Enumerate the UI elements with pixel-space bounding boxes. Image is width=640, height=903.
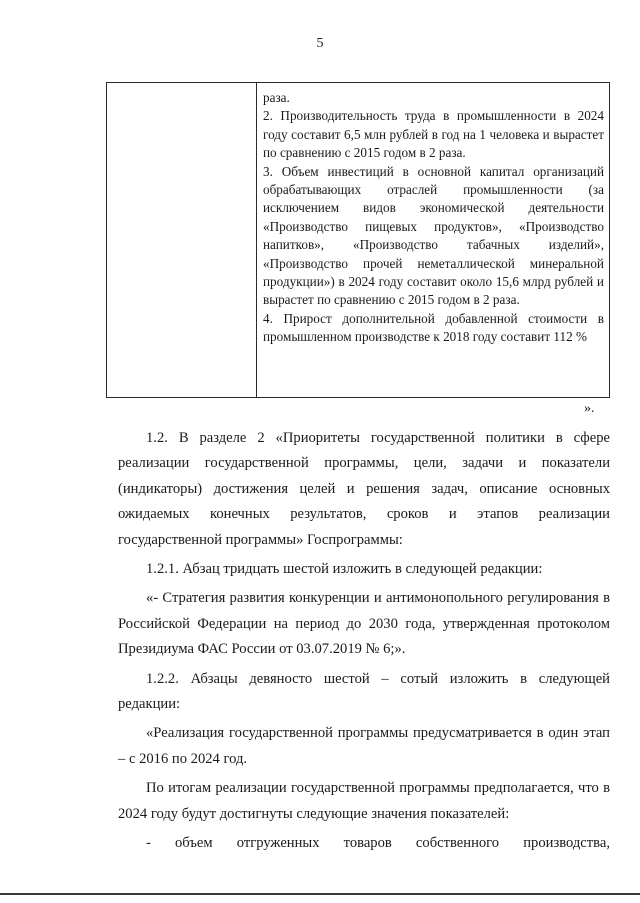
- bottom-rule: [0, 893, 640, 895]
- table-right-cell: [257, 83, 609, 397]
- paragraph: 1.2.2. Абзацы девяносто шестой – сотый изложить в следующей редакции:: [118, 670, 610, 713]
- indicators-table: [106, 82, 610, 398]
- cell-line: 2. Производительность труда в промышленности в 2024 году составит 6,5 млн рублей в год на 1 человека и вырастет по сравнению с 2015 годом в 2 раза.: [263, 108, 604, 161]
- paragraph: 1.2. В разделе 2 «Приоритеты государственной политики в сфере реализации государственной программы, цели, задачи и показатели (индикаторы) достижения целей и решения задач, описание основных ожидаемых конечных результатов, сроков и этапов реализации государственной программы» Госпрограммы:: [118, 430, 610, 548]
- cell-line: 4. Прирост дополнительной добавленной стоимости в промышленном производстве к 2018 году составит 112 %: [263, 310, 604, 345]
- cell-line: раза.: [263, 90, 290, 105]
- cell-line: 3. Объем инвестиций в основной капитал организаций обрабатывающих отраслей промышленности (за исключением видов экономической деятельности «Производство пищевых продуктов», «Производство напитков», «Производство табачных изделий», «Производство прочей неметаллической минеральной продукции») в 2024 году составит около 15,6 млрд рублей и вырастет по сравнению с 2015 годом в 2 раза.: [263, 163, 604, 308]
- paragraph: 1.2.1. Абзац тридцать шестой изложить в следующей редакции:: [146, 561, 543, 578]
- table-left-cell: [107, 83, 257, 397]
- paragraph: По итогам реализации государственной программы предполагается, что в 2024 году будут достигнуты следующие значения показателей:: [118, 780, 610, 822]
- page-number: 5: [316, 36, 324, 51]
- document-body: [118, 426, 610, 857]
- paragraph: «- Стратегия развития конкуренции и антимонопольного регулирования в Российской Федерации на период до 2030 года, утвержденная протоколом Президиума ФАС России от 03.07.2019 № 6;».: [118, 590, 610, 658]
- table-closing-quote: ».: [584, 401, 595, 416]
- paragraph: - объем отгруженных товаров собственного производства,: [146, 835, 610, 852]
- paragraph: «Реализация государственной программы предусматривается в один этап – с 2016 по 2024 год.: [118, 725, 610, 767]
